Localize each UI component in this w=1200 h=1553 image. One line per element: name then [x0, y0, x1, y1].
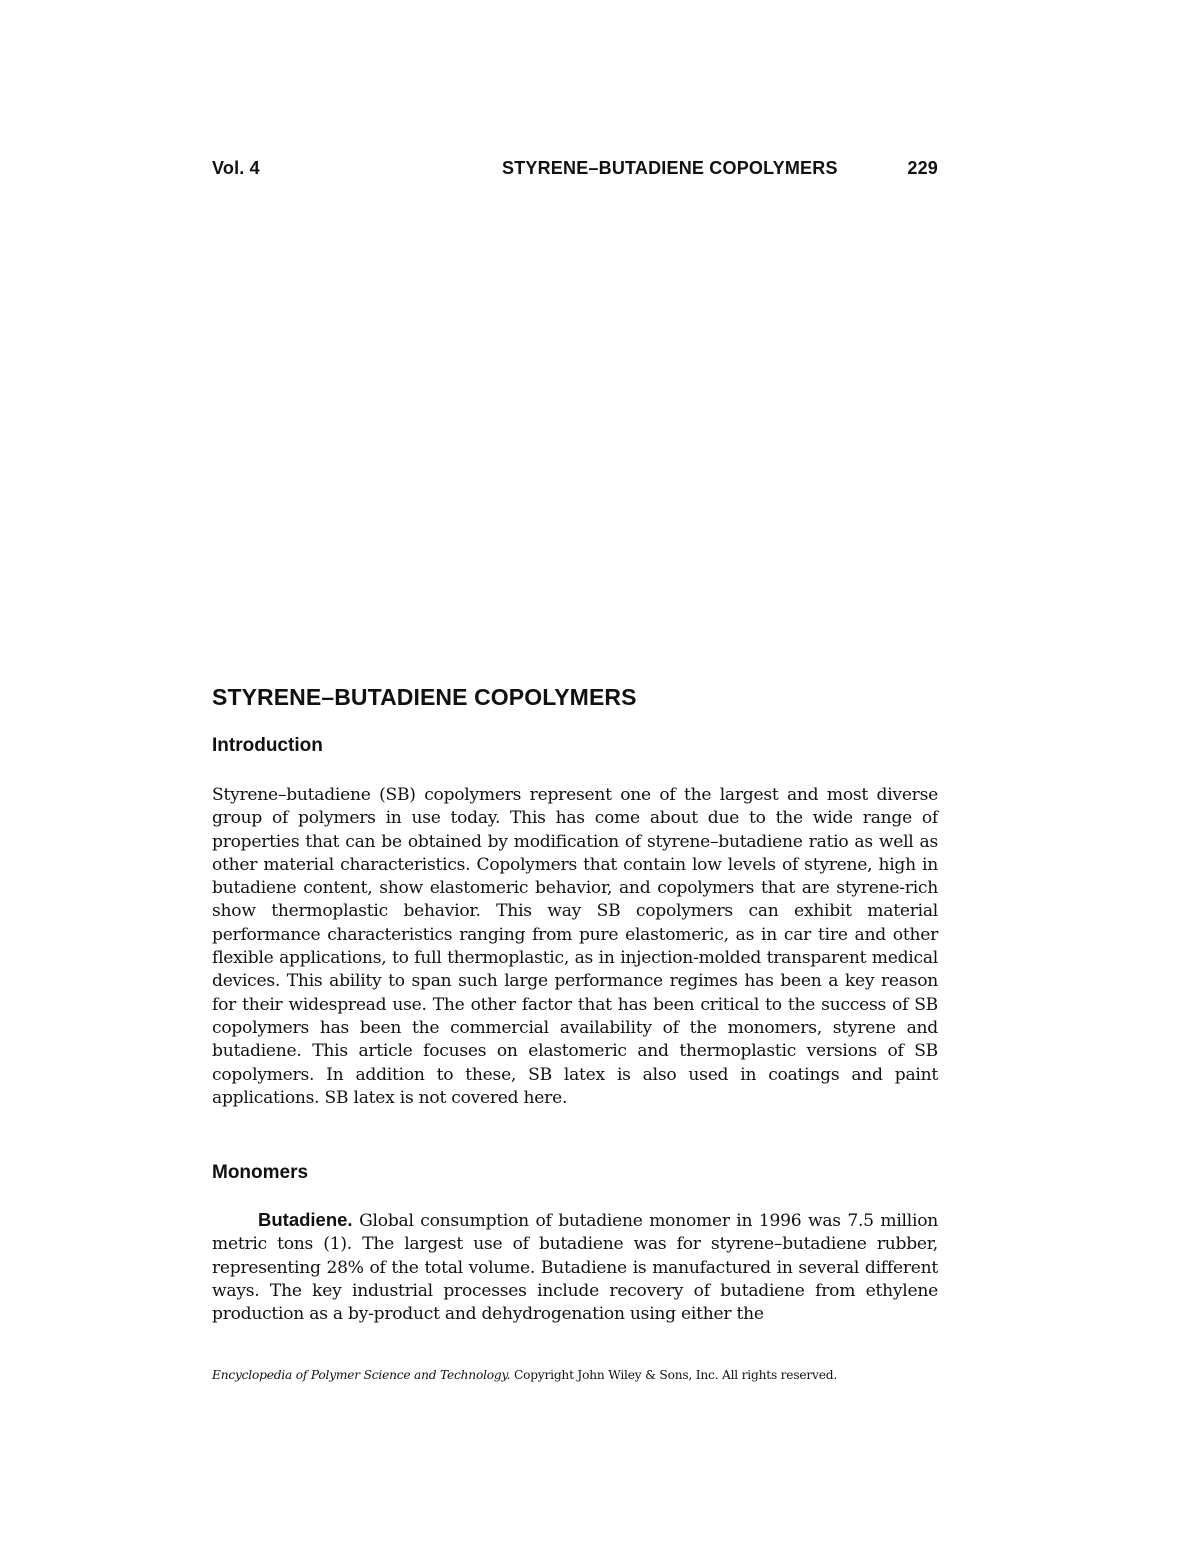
running-head-title: STYRENE–BUTADIENE COPOLYMERS — [502, 158, 838, 178]
journal-name: Encyclopedia of Polymer Science and Technology. — [212, 1368, 511, 1382]
butadiene-paragraph — [212, 1208, 938, 1326]
copyright-text: Copyright John Wiley & Sons, Inc. All rights reserved. — [510, 1368, 837, 1382]
section-heading-introduction: Introduction — [212, 735, 323, 756]
butadiene-run-in-heading: Butadiene. — [258, 1209, 353, 1230]
running-head — [212, 158, 938, 184]
butadiene-paragraph-text: Global consumption of butadiene monomer in 1996 was 7.5 million metric tons (1). The largest use of butadiene was for styrene–butadiene rubber, representing 28% of the total volume. Butadiene is manufactured in several different ways. The key industrial processes include recovery of butadiene from ethylene production as a by-product and dehydrogenation using either the — [212, 1211, 938, 1325]
volume-label: Vol. 4 — [212, 158, 260, 178]
copyright-footer — [212, 1368, 837, 1382]
introduction-paragraph: Styrene–butadiene (SB) copolymers represent one of the largest and most diverse group of polymers in use today. This has come about due to the wide range of properties that can be obtained by modification of styrene–butadiene ratio as well as other material characteristics. Copolymers that contain low levels of styrene, high in butadiene content, show elastomeric behavior, and copolymers that are styrene-rich show thermoplastic behavior. This way SB copolymers can exhibit material performance characteristics ranging from pure elastomeric, as in car tire and other flexible applications, to full thermoplastic, as in injection-molded transparent medical devices. This ability to span such large performance regimes has been a key reason for their widespread use. The other factor that has been critical to the success of SB copolymers has been the commercial availability of the monomers, styrene and butadiene. This article focuses on elastomeric and thermoplastic versions of SB copolymers. In addition to these, SB latex is also used in coatings and paint applications. SB latex is not covered here. — [212, 785, 938, 1108]
section-heading-monomers: Monomers — [212, 1162, 309, 1183]
article-title: STYRENE–BUTADIENE COPOLYMERS — [212, 684, 637, 710]
page-number: 229 — [907, 158, 938, 178]
